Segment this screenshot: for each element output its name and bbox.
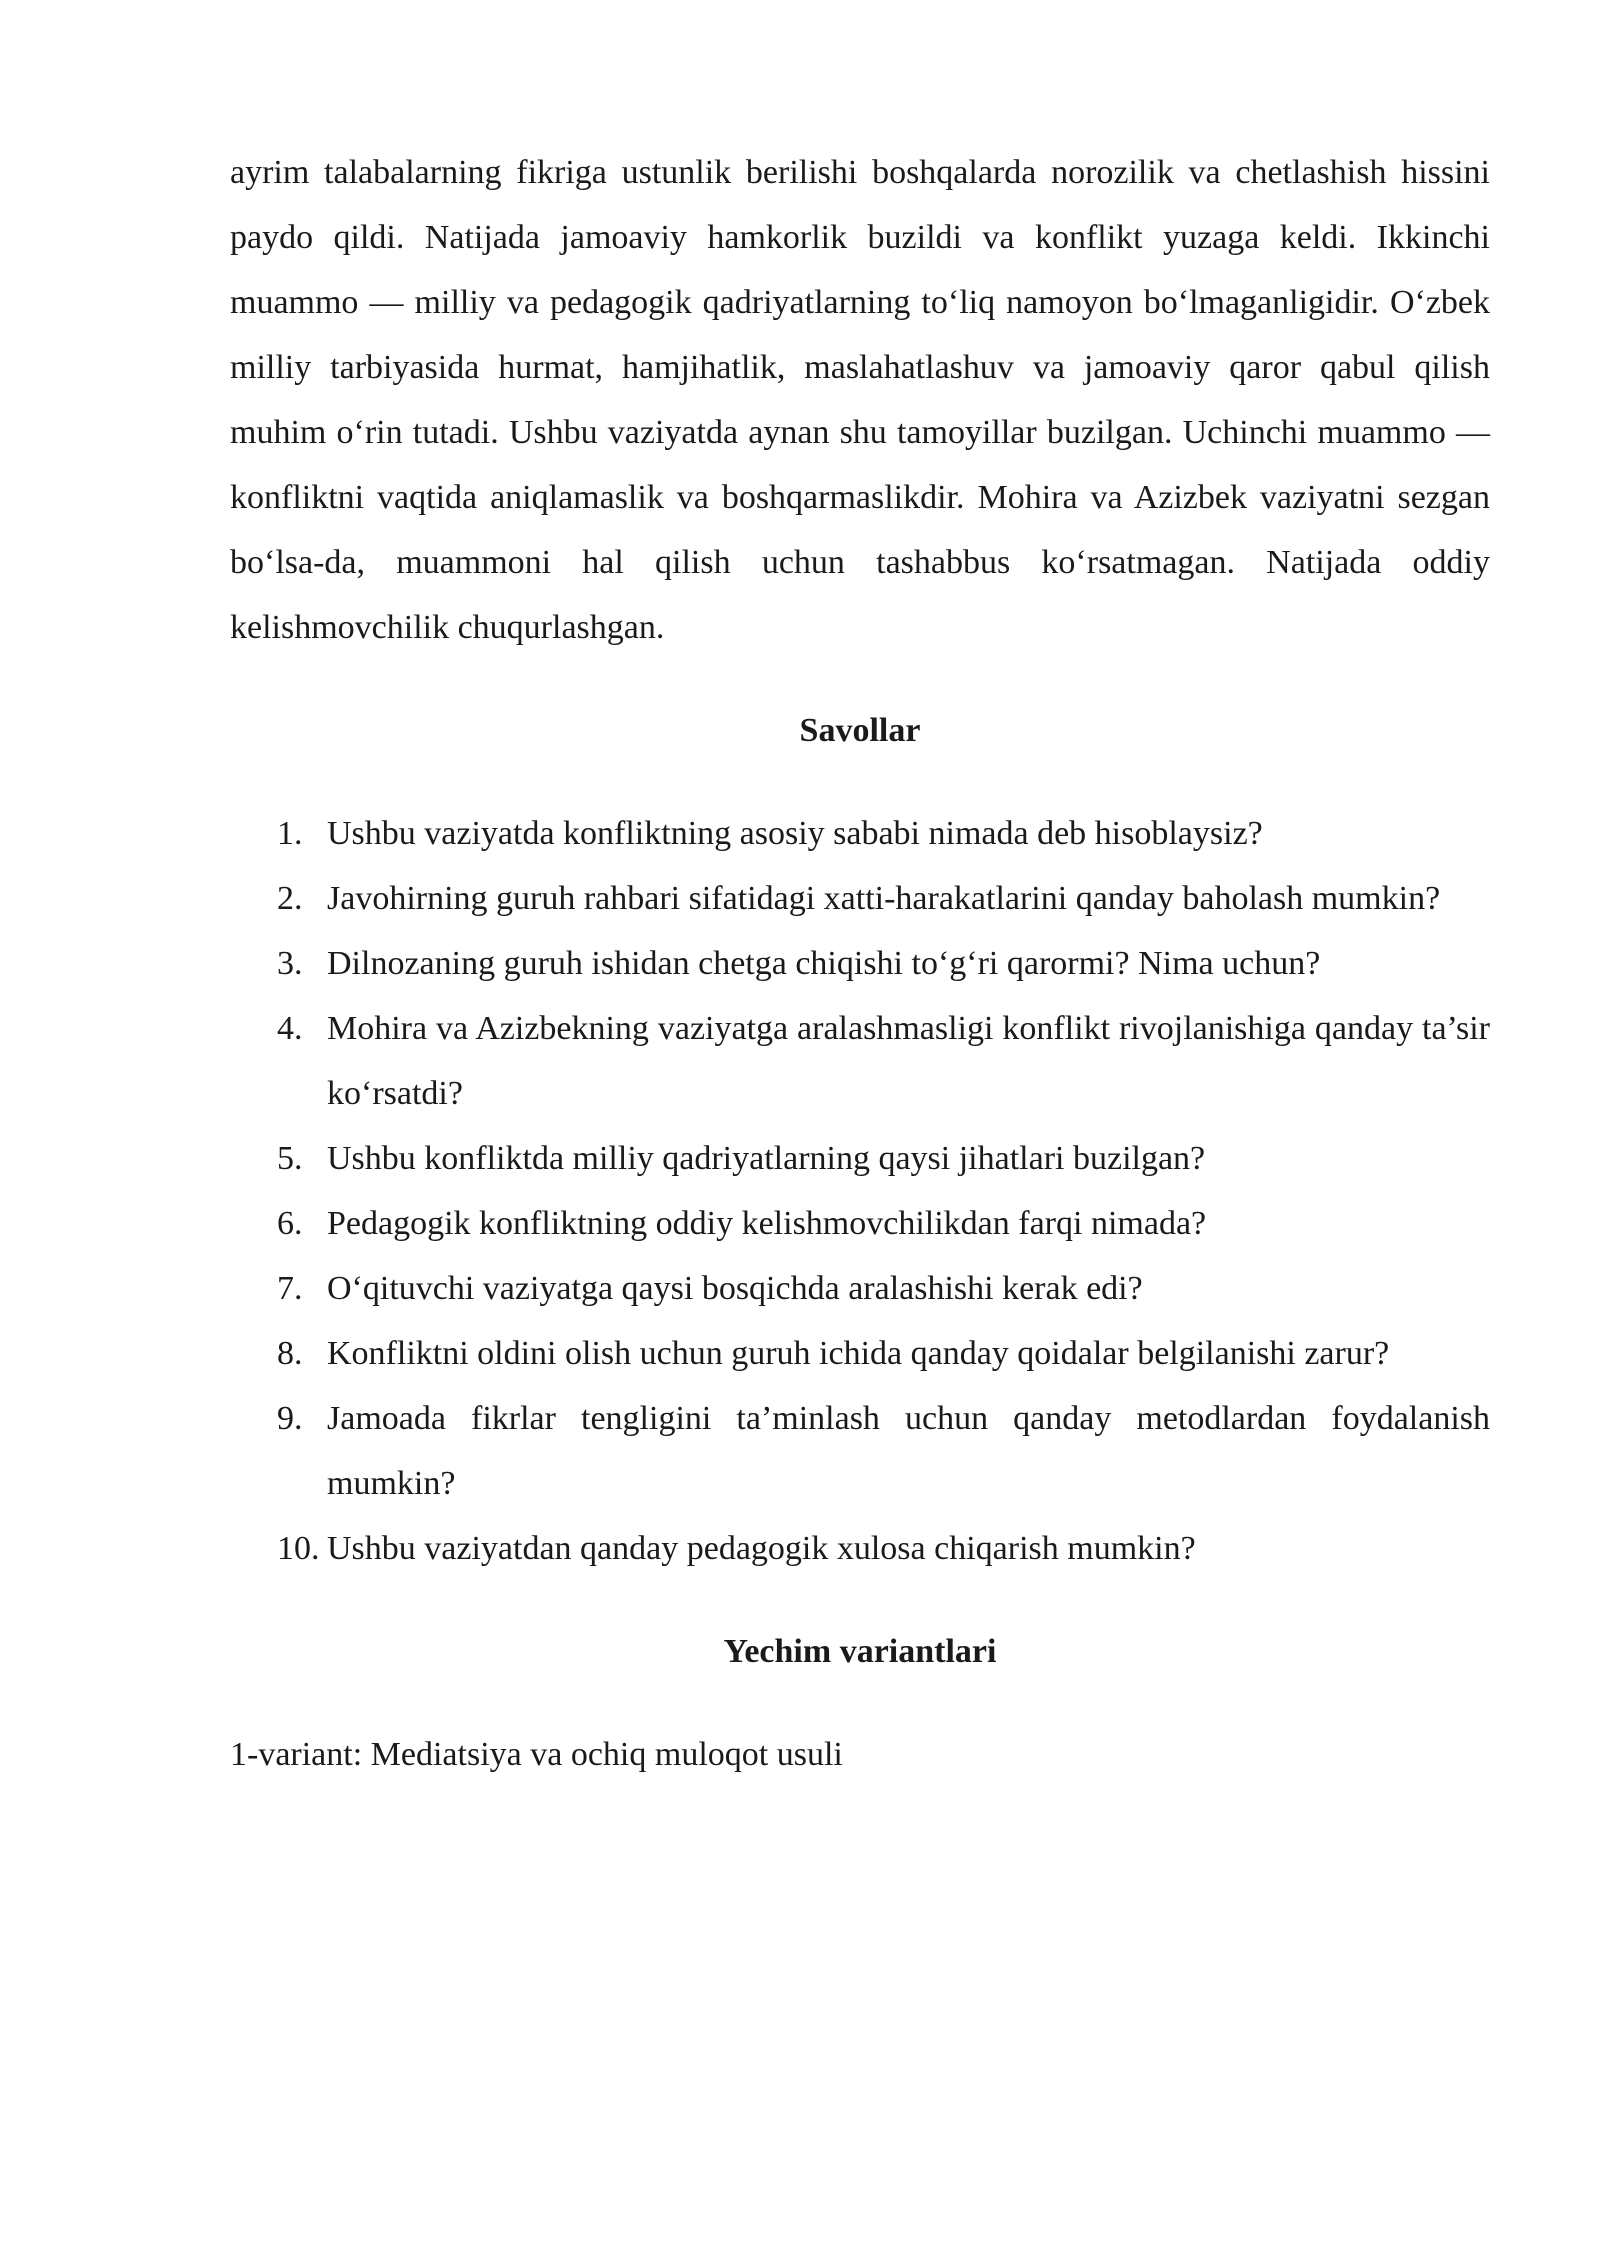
question-item [230, 1126, 1490, 1191]
variant-1-label: 1-variant: Mediatsiya va ochiq muloqot usuli [230, 1736, 843, 1773]
question-item [230, 1256, 1490, 1321]
question-item [230, 801, 1490, 866]
question-text: Konfliktni oldini olish uchun guruh ichida qanday qoidalar belgilanishi zarur? [327, 1335, 1390, 1372]
question-number: 8. [277, 1335, 303, 1372]
question-text: Dilnozaning guruh ishidan chetga chiqishi to‘g‘ri qarormi? Nima uchun? [327, 945, 1321, 982]
question-text: Ushbu vaziyatdan qanday pedagogik xulosa chiqarish mumkin? [327, 1530, 1196, 1567]
question-item [230, 866, 1490, 931]
body-paragraph: ayrim talabalarning fikriga ustunlik berilishi boshqalarda norozilik va chetlashish hissini paydo qildi. Natijada jamoaviy hamkorlik buzildi va konflikt yuzaga keldi. Ikkinchi muammo — milliy va pedagogik qadriyatlarning to‘liq namoyon bo‘lmaganligidir. O‘zbek milliy tarbiyasida hurmat, hamjihatlik, maslahatlashuv va jamoaviy qaror qabul qilish muhim o‘rin tutadi. Ushbu vaziyatda aynan shu tamoyillar buzilgan. Uchinchi muammo — konfliktni vaqtida aniqlamaslik va boshqarmaslikdir. Mohira va Azizbek vaziyatni sezgan bo‘lsa-da, muammoni hal qilish uchun tashabbus ko‘rsatmagan. Natijada oddiy kelishmovchilik chuqurlashgan. [230, 154, 1490, 646]
questions-list [230, 801, 1490, 1581]
questions-heading: Savollar [799, 712, 921, 749]
question-text: Jamoada fikrlar tengligini ta’minlash uchun qanday metodlardan foydalanish mumkin? [327, 1400, 1490, 1502]
question-text: Javohirning guruh rahbari sifatidagi xatti-harakatlarini qanday baholash mumkin? [327, 880, 1441, 917]
question-number: 6. [277, 1205, 303, 1242]
document-page [230, 140, 1490, 1787]
solutions-heading: Yechim variantlari [723, 1633, 997, 1670]
question-item [230, 996, 1490, 1126]
question-text: O‘qituvchi vaziyatga qaysi bosqichda aralashishi kerak edi? [327, 1270, 1143, 1307]
question-item [230, 1516, 1490, 1581]
question-number: 2. [277, 880, 303, 917]
question-number: 10. [277, 1530, 320, 1567]
question-number: 7. [277, 1270, 303, 1307]
question-number: 1. [277, 815, 303, 852]
question-text: Ushbu vaziyatda konfliktning asosiy sababi nimada deb hisoblaysiz? [327, 815, 1263, 852]
question-item [230, 931, 1490, 996]
question-number: 4. [277, 1010, 303, 1047]
question-item [230, 1386, 1490, 1516]
question-text: Mohira va Azizbekning vaziyatga aralashmasligi konflikt rivojlanishiga qanday ta’sir ko‘rsatdi? [327, 1010, 1490, 1112]
question-item [230, 1191, 1490, 1256]
question-text: Pedagogik konfliktning oddiy kelishmovchilikdan farqi nimada? [327, 1205, 1207, 1242]
question-number: 9. [277, 1400, 303, 1437]
question-number: 5. [277, 1140, 303, 1177]
question-item [230, 1321, 1600, 1386]
question-text: Ushbu konfliktda milliy qadriyatlarning qaysi jihatlari buzilgan? [327, 1140, 1206, 1177]
question-number: 3. [277, 945, 303, 982]
